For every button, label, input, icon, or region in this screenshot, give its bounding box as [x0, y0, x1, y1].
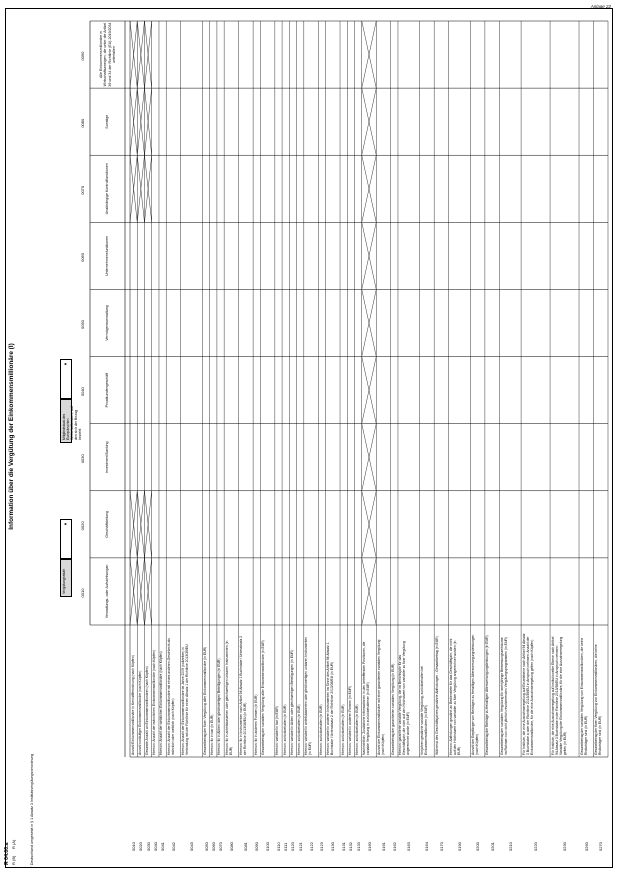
- row-label-0081: Hiervon: fix in Instrumenten nach Artikel 94 Absatz 1 Buchstabe l Unterabsatz 2 der Richtlinie 2013/36/EU (in EUR): [239, 635, 248, 755]
- row-label-0030: Gesamte Anzahl an Einkommensmillionären (nach Köpfen): [144, 666, 149, 755]
- row-label-0200: Anzahl der Empfänger von Beiträgen zu freiwilligen Altersversorgungsleistungen (nach Köpfen): [470, 634, 479, 755]
- row-code-0081: 0081: [243, 842, 249, 851]
- row-label-0160: Nachrichtlich: Zusätzliche Informationen in den betreffenden Positionen, die variable Vergütung in zurückbehaltener (in EUR): [362, 641, 371, 755]
- row-label-0133: Hiervon: zurückbehalten (in EUR): [355, 704, 359, 755]
- row-code-0160: 0160: [366, 842, 372, 851]
- selector-0040-label: Mitgliedstaat des Europäischen Wirtschaftsraums, auf den sich der Bezug bezieht: [60, 399, 72, 443]
- column-header-0020: Geschäftsleitung: [105, 510, 110, 538]
- row-label-0120: Hiervon: variabel in Aktien oder gleichwertigen Beteiligungen (in EUR): [289, 650, 294, 755]
- row-code-0132: 0132: [348, 842, 354, 851]
- row-label-0260: Gesamtbetrag der variablen Vergütung von Einkommensmillionären, die keine Risikoträger sind (in EUR): [579, 637, 588, 755]
- row-label-0050: Gesamtbetrag der fixen Vergütung aller Einkommensmillionäre (in EUR): [202, 646, 207, 755]
- column-code-0040: 0040: [80, 387, 85, 397]
- row-code-0163: 0163: [406, 842, 412, 851]
- row-label-0010: Anzahl Einkommensmillionäre in Kennzifferordnung (nach Köpfen): [130, 655, 135, 755]
- row-label-0043: Hiervon: Anzahl der Einkommensmillionäre im Jahre 2009 (vollzeiten) in Verbindung mit der Richtlinie für einen Absatz 1 der Richtlinie 2013/36/EU: [181, 644, 190, 755]
- row-code-0260: 0260: [583, 842, 589, 851]
- row-code-0060: 0060: [210, 842, 216, 851]
- row-label-0123: Hiervon: zurückbehalten (in EUR): [318, 704, 323, 755]
- row-label-0111: Hiervon: zurückbehalten (in EUR): [282, 704, 287, 755]
- template-code: R 04.00.a: [4, 842, 10, 865]
- row-label-0090: Hiervon: fix in anderen Formen (in EUR): [253, 694, 258, 755]
- row-label-0060: Hiervon: fix in bar (in EUR): [210, 714, 215, 755]
- column-header-0030: Investment Banking: [105, 441, 110, 474]
- row-code-0270: 0270: [598, 842, 604, 851]
- row-code-0230: 0230: [562, 842, 568, 851]
- column-header-0080: Sonstige: [105, 114, 110, 129]
- page-title: Information über die Vergütung der Einkommensmillionäre (I): [8, 343, 15, 530]
- chevron-down-icon: ▼: [63, 522, 68, 526]
- row-label-0161: Anzahl der Einkommensmillionäre mit einer garantierten variablen Vergütung (nach Köpfen): [376, 639, 385, 755]
- row-code-0200: 0200: [475, 842, 481, 851]
- row-label-0163: Hiervon: garantierte variable Vergütung, die im Berichtsjahr für das Geschäftsjahr, die nicht auf den Höchstwert von variabler zu fixer Vergütung angerechnet wurde (in EUR): [398, 640, 411, 755]
- selector-0010-label: Vergütungsstufe: [60, 559, 72, 597]
- template-code-b: R (B): [11, 855, 16, 865]
- row-code-0030: 0030: [145, 842, 151, 851]
- column-code-0080: 0080: [80, 118, 85, 128]
- row-label-0270: Gesamtbetrag der fixen Vergütung von Einkommensmillionären, die keine Risikoträger sind (in EUR): [594, 644, 602, 755]
- row-code-0220: 0220: [533, 842, 539, 851]
- row-code-0121: 0121: [297, 842, 303, 851]
- row-code-0161: 0161: [380, 842, 386, 851]
- column-code-0090: 0090: [80, 51, 85, 61]
- row-code-0090: 0090: [254, 842, 260, 851]
- row-label-0042: Hiervon: Anzahl der Einkommensmillionäre mit einem anderen Geschlecht als männlich oder weiblich (nach Köpfen): [166, 638, 175, 755]
- row-code-0100: 0100: [265, 842, 271, 851]
- row-code-0050: 0050: [203, 842, 209, 851]
- row-label-0100: Gesamtbetrag der variablen Vergütung aller Einkommensmillionäre (in EUR): [260, 640, 265, 755]
- row-code-0110: 0110: [275, 842, 281, 851]
- column-header-0060: Unternehmensfunktionen: [105, 235, 110, 276]
- row-code-0020: 0020: [138, 842, 144, 851]
- row-label-0040: Hiervon: Anzahl der männlichen Einkommensmillionäre (nach Köpfen): [152, 649, 157, 755]
- row-label-0131: Hiervon: zurückbehalten (in EUR): [340, 704, 345, 755]
- row-code-0170: 0170: [438, 842, 444, 851]
- column-header-0070: Unabhängige Kontrollfunktionen: [105, 163, 110, 215]
- row-label-0132: Hiervon: variabel in anderen Formen (in EUR): [347, 686, 352, 755]
- row-code-0123: 0123: [319, 842, 325, 851]
- row-code-0164: 0164: [424, 842, 430, 851]
- column-header-0010: Verwaltungs- oder Aufsichtsorgan: [105, 564, 110, 619]
- row-label-0121: Hiervon: zurückbehalten (in EUR): [297, 704, 302, 755]
- row-label-0210: Gesamtbetrag der variablen Vergütung für mehrjährige Bemessungszeiträume im Rahmen von nicht jährlich revolvierenden Vergütungsprogrammen (in EUR): [499, 637, 508, 755]
- row-label-0070: Hiervon: fix in Aktien oder gleichwertigen Beteiligungen (in EUR): [217, 658, 222, 755]
- row-label-0130: Hiervon: variabel in anderen Instrumenten im Sinne des Artikel 94 Absatz 1 Buchstabe l Unterabsatz 2 der Richtlinie 2013/36/EU (in EUR): [326, 642, 335, 755]
- column-header-0040: Privatkundengeschäft: [105, 372, 110, 408]
- row-code-0070: 0070: [218, 842, 224, 851]
- row-label-0041: Hiervon: Anzahl der weiblichen Einkommensmillionäre (nach Köpfen): [159, 651, 164, 755]
- row-label-0170: Während des Geschäftsjahres gewährte Abfindungen - Gesamtbetrag (in EUR): [434, 636, 439, 755]
- column-code-0030: 0030: [80, 454, 85, 464]
- row-label-0220: Für Institute, die eine Ausnahmeregelung auf Einzelebene nach Artikel 94 Absatz 3 Buchstabe a oder der Richtlinie 2013/36/EU in Anspruch nehmen: Anzahl der Einkommensmillionäre, für die eine Ausnahmeregelung gelten (nach Köpfen): [521, 633, 534, 755]
- template-code-c: R (A): [11, 839, 16, 849]
- row-code-0131: 0131: [341, 842, 347, 851]
- row-code-0210: 0210: [507, 842, 513, 851]
- row-code-0133: 0133: [355, 842, 361, 851]
- row-label-0201: Gesamtbetrag der Beiträge zu freiwilligen Altersversorgungsleistungen (in EUR): [485, 635, 490, 755]
- footnote: ¹ⁱ Deutschland umgesetzt in § 1 Absatz 3 Institutsvergütungsverordnung: [30, 753, 34, 868]
- row-code-0042: 0042: [170, 842, 176, 851]
- column-code-0050: 0050: [80, 320, 85, 329]
- row-code-0122: 0122: [308, 842, 314, 851]
- row-code-0043: 0043: [189, 842, 195, 851]
- row-label-0020: Anzahl vorläufiger Einkommensmillionäre (nach Köpfen): [137, 670, 142, 755]
- row-code-0130: 0130: [330, 842, 336, 851]
- row-code-0080: 0080: [228, 842, 234, 851]
- row-label-0080: Hiervon: fix in anteilsbasierten oder gleichwertigen unbaren Instrumenten (in EUR): [224, 640, 233, 755]
- column-code-0060: 0060: [80, 252, 85, 262]
- row-code-0111: 0111: [283, 842, 289, 851]
- row-label-0162: Gesamtbetrag der garantierten variablen Vergütung (in EUR): [391, 663, 396, 755]
- row-label-0164: Vorjahren gewährte variable Vergütung, zurückbehalten bei Einkommensmillionären (in EUR): [420, 666, 429, 755]
- row-label-0190: Hiervon: Abfindungen gewährt an Bedienstete für das Geschäftsjahr, die nicht auf den Höchstwert von variabler zu fixer Vergütung angerechnet wurden (in EUR): [449, 638, 462, 755]
- row-code-0010: 0010: [131, 842, 137, 851]
- row-code-0201: 0201: [489, 842, 495, 851]
- row-code-0041: 0041: [160, 842, 166, 851]
- chevron-down-icon: ▼: [63, 362, 68, 366]
- column-code-0010: 0010: [80, 588, 85, 598]
- row-code-0040: 0040: [152, 842, 158, 851]
- column-code-0070: 0070: [80, 185, 85, 195]
- column-code-0020: 0020: [80, 521, 85, 531]
- row-label-0230: Für Institute, die eine Ausnahmeregelung auf institutioneller Ebene nach Artikel 94 Absatz 3 Buchstabe b der Richtlinie 2013/36/EU in Anspruch nehmen: Variable Vergütung der Einkommensmillionäre, für die eine Ausnahmeregelung gelten (in EUR): [550, 636, 567, 755]
- row-code-0190: 0190: [457, 842, 463, 851]
- row-label-0122: Hiervon: variabel in anteilsbasierten oder gleichwertigen unbaren Instrumenten (in EUR): [304, 636, 313, 755]
- row-code-0162: 0162: [391, 842, 397, 851]
- column-header-0050: Vermögensverwaltung: [105, 305, 110, 341]
- row-label-0110: Hiervon: variabel in bar (in EUR): [275, 706, 280, 755]
- column-header-0090: Alle Einkommensmillionäre in Wirtschaftszweigen, die unter die Artikel 39 und 34 der Richtlinie (EU) 2019/2034 unterfallen: [99, 22, 116, 87]
- annex-label: Anlage 22: [590, 4, 611, 9]
- row-code-0120: 0120: [290, 842, 296, 851]
